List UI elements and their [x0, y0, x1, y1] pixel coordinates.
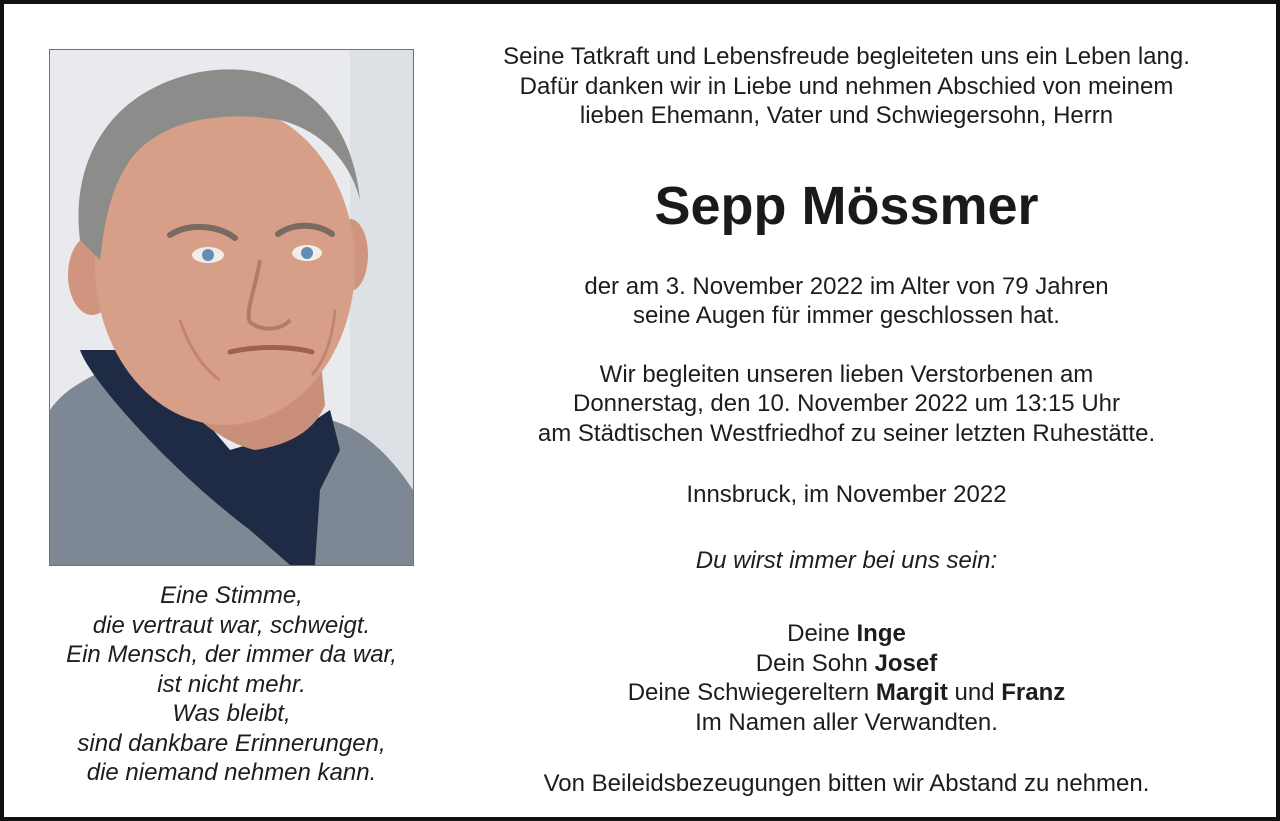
- inlaw-name-2: Franz: [1001, 679, 1066, 706]
- funeral-details: [454, 360, 1239, 449]
- closing-note: Von Beileidsbezeugungen bitten wir Abstand zu nehmen.: [543, 770, 1150, 797]
- intro-line: Seine Tatkraft und Lebensfreude begleiteten uns ein Leben lang.: [503, 43, 1190, 70]
- intro-line: lieben Ehemann, Vater und Schwiegersohn, Herrn: [579, 102, 1114, 129]
- family-signature: [454, 619, 1239, 737]
- wife-name: Inge: [856, 620, 906, 647]
- death-notice-line: der am 3. November 2022 im Alter von 79 Jahren: [584, 272, 1109, 300]
- family-line-relatives: Im Namen aller Verwandten.: [695, 708, 998, 736]
- son-prefix: Dein Sohn: [755, 649, 868, 677]
- poem-line: die vertraut war, schweigt.: [92, 611, 371, 639]
- family-line-inlaws: [454, 678, 1239, 708]
- funeral-line: am Städtischen Westfriedhof zu seiner letzten Ruhestätte.: [537, 419, 1156, 447]
- poem-line: Eine Stimme,: [160, 582, 303, 609]
- wife-prefix: Deine: [787, 620, 850, 647]
- poem-line: sind dankbare Erinnerungen,: [77, 729, 386, 757]
- poem-line: Was bleibt,: [172, 700, 291, 727]
- inlaws-joiner: und: [954, 679, 995, 706]
- portrait-photo: [49, 49, 414, 566]
- funeral-line: Donnerstag, den 10. November 2022 um 13:15 Uhr: [573, 390, 1120, 417]
- funeral-line: Wir begleiten unseren lieben Verstorbenen am: [599, 360, 1094, 388]
- son-name: Josef: [874, 649, 938, 677]
- right-iris: [301, 247, 313, 259]
- death-notice-line: seine Augen für immer geschlossen hat.: [633, 302, 1060, 329]
- deceased-name: Sepp Mössmer: [654, 175, 1039, 236]
- death-notice: [454, 272, 1239, 331]
- intro-text: [454, 42, 1239, 131]
- motto: Du wirst immer bei uns sein:: [695, 546, 998, 574]
- notice-text: [454, 42, 1239, 799]
- family-line-son: [454, 649, 1239, 679]
- left-iris: [202, 249, 214, 261]
- place-date: Innsbruck, im November 2022: [686, 481, 1007, 508]
- portrait-illustration: [50, 50, 413, 565]
- inlaw-name-1: Margit: [875, 679, 948, 706]
- intro-line: Dafür danken wir in Liebe und nehmen Abschied von meinem: [519, 72, 1174, 100]
- inlaws-prefix: Deine Schwiegereltern: [627, 679, 870, 706]
- poem-line: ist nicht mehr.: [157, 670, 306, 698]
- family-line-wife: [454, 619, 1239, 649]
- poem-line: Ein Mensch, der immer da war,: [66, 641, 397, 668]
- poem: [44, 581, 419, 788]
- poem-line: die niemand nehmen kann.: [86, 759, 377, 786]
